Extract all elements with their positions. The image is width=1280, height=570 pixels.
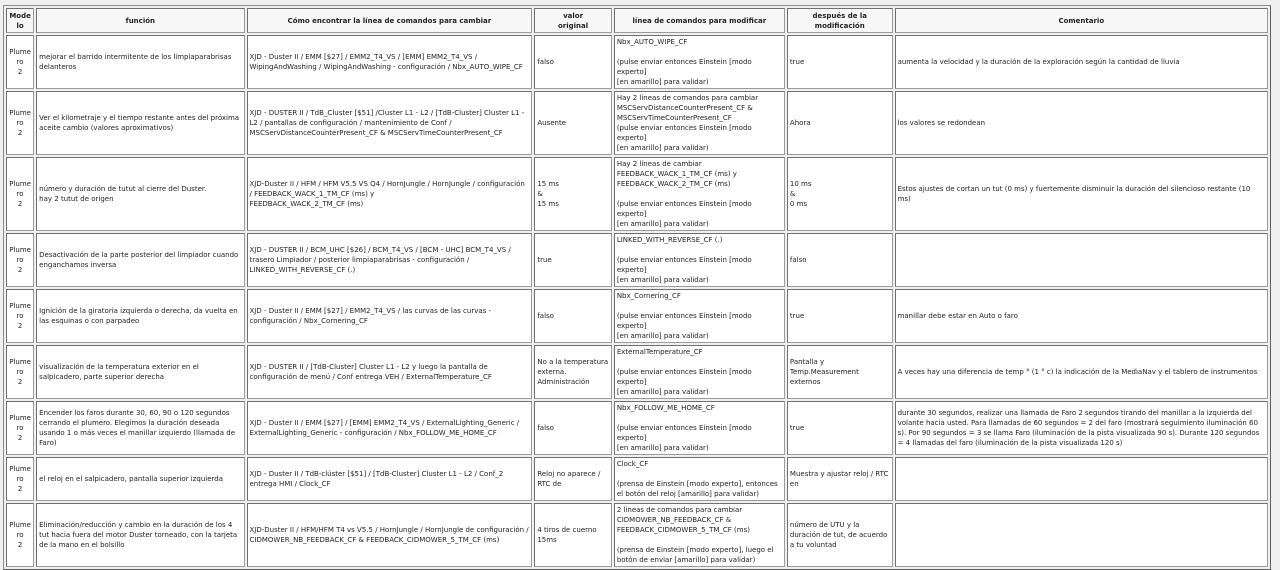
- cell-modelo: Plumero 2: [6, 233, 34, 287]
- header-modelo: Modelo: [6, 8, 34, 33]
- cell-despues: true: [787, 401, 893, 455]
- header-row: [6, 8, 1268, 33]
- cell-modelo: Plumero 2: [6, 457, 34, 501]
- cell-funcion: Eliminación/reducción y cambio en la duración de los 4 tut hacia fuera del motor Duster torneado, con la tarjeta de la mano en el bolsillo: [36, 503, 244, 567]
- table-row: [6, 289, 1268, 343]
- cell-modelo: Plumero 2: [6, 289, 34, 343]
- cell-comentario: los valores se redondean: [895, 91, 1268, 155]
- cell-despues: Muestra y ajustar reloj / RTC en: [787, 457, 893, 501]
- cell-como-encontrar: XJD - DUSTER II / BCM_UHC [$26] / BCM_T4_VS / [BCM - UHC] BCM_T4_VS / trasero Limpiador / posterior limpiaparabrisas - configuración / LINKED_WITH_REVERSE_CF (.): [247, 233, 533, 287]
- cell-funcion: mejorar el barrido intermitente de los limpiaparabrisas delanteros: [36, 35, 244, 89]
- cell-linea-comandos: ExternalTemperature_CF (pulse enviar entonces Einstein [modo experto] [en amarillo] para validar): [614, 345, 785, 399]
- cell-comentario: [895, 233, 1268, 287]
- cell-funcion: número y duración de tutut al cierre del Duster. hay 2 tutut de origen: [36, 157, 244, 231]
- cell-funcion: visualización de la temperatura exterior en el salpicadero, parte superior derecha: [36, 345, 244, 399]
- cell-valor-original: 4 tiros de cuerno 15ms: [534, 503, 611, 567]
- table-row: [6, 503, 1268, 567]
- cell-comentario: A veces hay una diferencia de temp ° (1 ° c) la indicación de la MediaNav y el tablero de instrumentos: [895, 345, 1268, 399]
- cell-como-encontrar: XJD - Duster II / TdB-clúster [$51] / [TdB-Cluster] Cluster L1 - L2 / Conf_2 entrega HMI / Clock_CF: [247, 457, 533, 501]
- cell-comentario: manillar debe estar en Auto o faro: [895, 289, 1268, 343]
- cell-despues: true: [787, 35, 893, 89]
- cell-funcion: el reloj en el salpicadero, pantalla superior izquierda: [36, 457, 244, 501]
- cell-linea-comandos: Hay 2 líneas de cambiar FEEDBACK_WACK_1_TM_CF (ms) y FEEDBACK_WACK_2_TM_CF (ms) (pulse enviar entonces Einstein [modo experto] [en amarillo] para validar): [614, 157, 785, 231]
- table-row: [6, 35, 1268, 89]
- cell-despues: true: [787, 289, 893, 343]
- cell-valor-original: 15 ms & 15 ms: [534, 157, 611, 231]
- cell-comentario: [895, 457, 1268, 501]
- cell-linea-comandos: Nbx_Cornering_CF (pulse enviar entonces Einstein [modo experto] [en amarillo] para validar): [614, 289, 785, 343]
- cell-comentario: Estos ajustes de cortan un tut (0 ms) y fuertemente disminuir la duración del silencioso restante (10 ms): [895, 157, 1268, 231]
- cell-linea-comandos: Hay 2 líneas de comandos para cambiar MSCServDistanceCounterPresent_CF & MSCServTimeCounterPresent_CF (pulse enviar entonces Einstein [modo experto] [en amarillo] para validar): [614, 91, 785, 155]
- cell-modelo: Plumero 2: [6, 91, 34, 155]
- cell-despues: falso: [787, 233, 893, 287]
- header-valor-original: valor original: [534, 8, 611, 33]
- cell-como-encontrar: XJD - Duster II / EMM [$27] / EMM2_T4_VS / las curvas de las curvas - configuración / Nbx_Cornering_CF: [247, 289, 533, 343]
- cell-modelo: Plumero 2: [6, 401, 34, 455]
- cell-valor-original: falso: [534, 35, 611, 89]
- table-row: [6, 91, 1268, 155]
- cell-despues: 10 ms & 0 ms: [787, 157, 893, 231]
- cell-funcion: Ignición de la giratoria izquierda o derecha, da vuelta en las esquinas o con parpadeo: [36, 289, 244, 343]
- cell-modelo: Plumero 2: [6, 157, 34, 231]
- cell-funcion: Desactivación de la parte posterior del limpiador cuando enganchamos inversa: [36, 233, 244, 287]
- cell-comentario: durante 30 segundos, realizar una llamada de Faro 2 segundos tirando del manillar a la izquierda del volante hacia usted. Para llamadas de 60 segundos = 2 del faro (mostrará seguimiento iluminación 60 s). Por 90 segundos = 3 se llama Faro (iluminación de la pista visualizada 90 s). Durante 120 segundos = 4 llamadas del faro (iluminación de la pista visualizada 120 s): [895, 401, 1268, 455]
- header-funcion: función: [36, 8, 244, 33]
- cell-funcion: Encender los faros durante 30, 60, 90 o 120 segundos cerrando el plumero. Elegimos la duración deseada usando 1 o más veces el manillar izquierdo (llamada de Faro): [36, 401, 244, 455]
- cell-linea-comandos: 2 líneas de comandos para cambiar CIDMOWER_NB_FEEDBACK_CF & FEEDBACK_CIDMOWER_5_TM_CF (ms) (prensa de Einstein [modo experto], luego el botón de enviar [amarillo] para validar): [614, 503, 785, 567]
- table-row: [6, 457, 1268, 501]
- header-despues: después de la modificación: [787, 8, 893, 33]
- table-row: [6, 401, 1268, 455]
- table-row: [6, 345, 1268, 399]
- cell-valor-original: falso: [534, 401, 611, 455]
- cell-despues: Ahora: [787, 91, 893, 155]
- table-row: [6, 157, 1268, 231]
- cell-despues: número de UTU y la duración de tut, de acuerdo a tu voluntad: [787, 503, 893, 567]
- cell-modelo: Plumero 2: [6, 503, 34, 567]
- cell-despues: Pantalla y Temp.Measurement externos: [787, 345, 893, 399]
- table-row: [6, 233, 1268, 287]
- cell-valor-original: Reloj no aparece / RTC de: [534, 457, 611, 501]
- cell-como-encontrar: XJD - DUSTER II / [TdB-Cluster] Cluster L1 - L2 y luego la pantalla de configuración de menú / Conf entrega VEH / ExternalTemperature_CF: [247, 345, 533, 399]
- cell-comentario: aumenta la velocidad y la duración de la exploración según la cantidad de lluvia: [895, 35, 1268, 89]
- cell-valor-original: Ausente: [534, 91, 611, 155]
- cell-como-encontrar: XJD - Duster II / EMM [$27] / [EMM] EMM2_T4_VS / ExternalLighting_Generic / ExternalLighting_Generic - configuración / Nbx_FOLLOW_ME_HOME_CF: [247, 401, 533, 455]
- cell-linea-comandos: Nbx_FOLLOW_ME_HOME_CF (pulse enviar entonces Einstein [modo experto] [en amarillo] para validar): [614, 401, 785, 455]
- cell-comentario: [895, 503, 1268, 567]
- cell-funcion: Ver el kilometraje y el tiempo restante antes del próxima aceite cambio (valores aproximativos): [36, 91, 244, 155]
- cell-modelo: Plumero 2: [6, 35, 34, 89]
- cell-linea-comandos: LINKED_WITH_REVERSE_CF (.) (pulse enviar entonces Einstein [modo experto] [en amarillo] para validar): [614, 233, 785, 287]
- cell-como-encontrar: XJD-Duster II / HFM / HFM V5.5 VS Q4 / HornJungle / HornJungle / configuración / FEEDBACK_WACK_1_TM_CF (ms) y FEEDBACK_WACK_2_TM_CF (ms): [247, 157, 533, 231]
- config-table: [3, 5, 1271, 570]
- cell-valor-original: true: [534, 233, 611, 287]
- header-como-encontrar: Cómo encontrar la línea de comandos para cambiar: [247, 8, 533, 33]
- page-scrollbar[interactable]: [1274, 0, 1280, 494]
- cell-valor-original: No a la temperatura externa. Administración: [534, 345, 611, 399]
- cell-como-encontrar: XJD-Duster II / HFM/HFM T4 vs V5.5 / HornJungle / HornJungle de configuración / CIDMOWER_NB_FEEDBACK_CF & FEEDBACK_CIDMOWER_5_TM_CF (ms): [247, 503, 533, 567]
- cell-como-encontrar: XJD - Duster II / EMM [$27] / EMM2_T4_VS / [EMM] EMM2_T4_VS / WipingAndWashing / WipingAndWashing - configuración / Nbx_AUTO_WIPE_CF: [247, 35, 533, 89]
- cell-modelo: Plumero 2: [6, 345, 34, 399]
- table-container: [3, 5, 1271, 564]
- cell-valor-original: falso: [534, 289, 611, 343]
- header-linea-comandos: línea de comandos para modificar: [614, 8, 785, 33]
- cell-como-encontrar: XJD - DUSTER II / TdB_Cluster [$51] /Cluster L1 - L2 / [TdB-Cluster] Cluster L1 - L2 / pantallas de configuración / mantenimiento de Conf / MSCServDistanceCounterPresent_CF & MSCServTimeCounterPresent_CF: [247, 91, 533, 155]
- header-comentario: Comentario: [895, 8, 1268, 33]
- cell-linea-comandos: Nbx_AUTO_WIPE_CF (pulse enviar entonces Einstein [modo experto] [en amarillo] para validar): [614, 35, 785, 89]
- cell-linea-comandos: Clock_CF (prensa de Einstein [modo experto], entonces el botón del reloj [amarillo] para validar): [614, 457, 785, 501]
